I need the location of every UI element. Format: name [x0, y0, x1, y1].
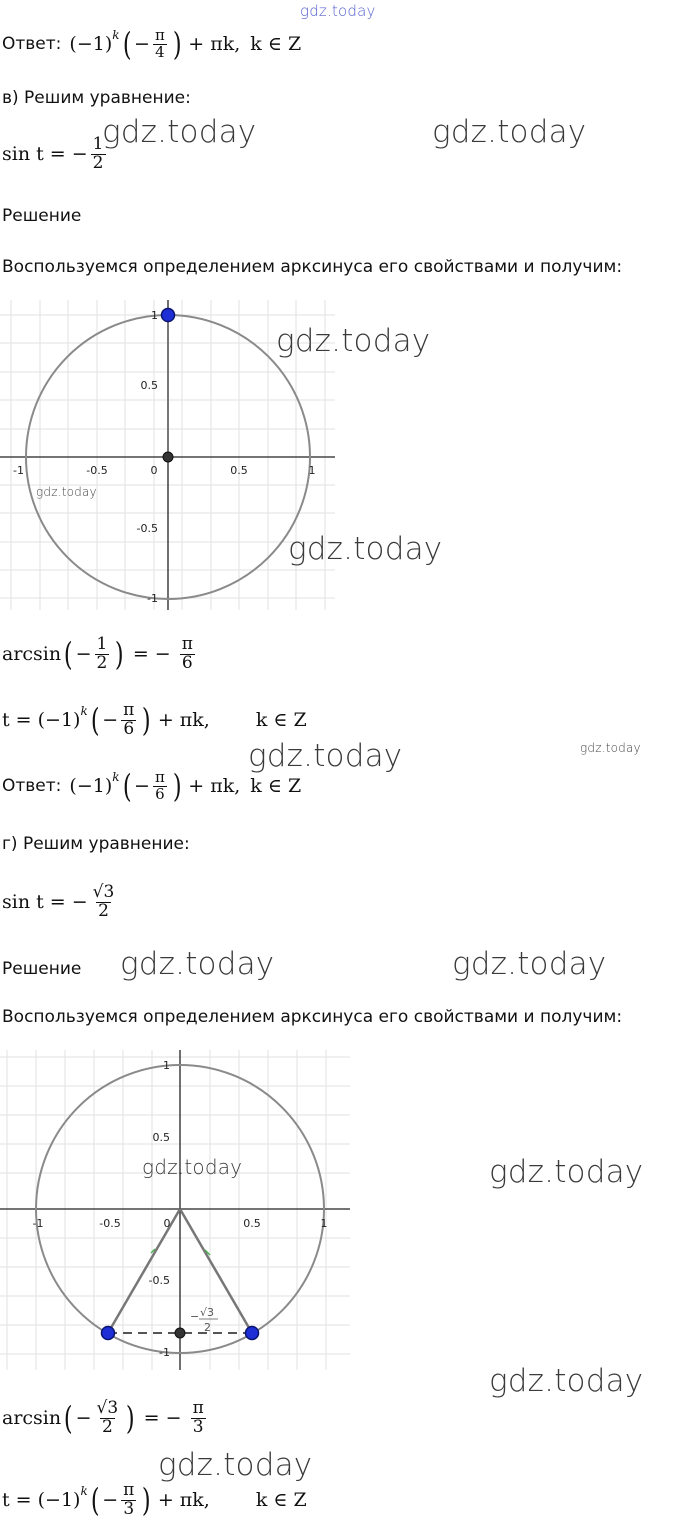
watermark: gdz.today	[142, 1155, 243, 1179]
tick-label-y: -1	[147, 592, 158, 605]
answer-cond: k ∈ Z	[250, 33, 302, 56]
answer-label: Ответ:	[2, 776, 62, 797]
watermark: gdz.today	[158, 1447, 313, 1483]
answer-cond: k ∈ Z	[250, 775, 302, 798]
frac-num: √3	[96, 1398, 119, 1418]
frac-den: 6	[123, 718, 135, 739]
frac-num: π	[154, 768, 165, 786]
unit-circle-graph-2	[0, 1050, 350, 1370]
general-post: + πk,	[157, 709, 210, 732]
tick-label-x: 0	[150, 464, 158, 477]
method-text: Воспользуемся определением арксинуса его свойствами и получим:	[2, 257, 623, 277]
frac-den: 2	[92, 152, 104, 173]
tick-label-x: -0.5	[99, 1217, 121, 1230]
frac-den: 4	[155, 42, 165, 61]
watermark: gdz.today	[120, 946, 275, 982]
watermark: gdz.today	[248, 738, 403, 774]
label-minus: −	[190, 1310, 200, 1323]
tick-label-x: 0.5	[243, 1217, 261, 1230]
point-origin	[163, 452, 173, 462]
tick-label-y: -0.5	[148, 1274, 170, 1287]
arcsin-label: arcsin	[2, 1407, 62, 1430]
frac-den: 2	[96, 652, 108, 673]
arcsin-line-v: arcsin ( − $\frac{1}{2}$ ) = − $\frac{\pi}{6}$	[2, 634, 193, 674]
arcsin-line-g: arcsin ( − $\frac{√3}{2}$ ) = − $\frac{\pi}{3}$	[2, 1398, 204, 1438]
general-sup: k	[80, 704, 88, 719]
frac-num: 1	[92, 134, 104, 154]
frac-num: π	[154, 26, 165, 44]
watermark: gdz.today	[452, 946, 607, 982]
frac-num: π	[123, 700, 135, 720]
point-center	[175, 1328, 185, 1338]
tick-label-x: 0.5	[230, 464, 248, 477]
frac-den: 3	[192, 1416, 204, 1437]
sqrt3-over-2-label	[190, 1306, 218, 1334]
part-v-equation	[2, 136, 109, 173]
part-v-heading: в) Решим уравнение:	[2, 88, 191, 108]
general-lhs: t = (−1)	[2, 1489, 81, 1512]
answer-pre: (−1)	[69, 775, 113, 798]
tick-label-y: -1	[159, 1346, 170, 1359]
point-left	[102, 1327, 115, 1340]
watermark: gdz.today	[300, 2, 376, 20]
general-cond: k ∈ Z	[255, 1489, 307, 1512]
tick-label-x: -0.5	[86, 464, 108, 477]
answer-post: + πk,	[188, 33, 241, 56]
frac-num: π	[181, 634, 193, 654]
general-post: + πk,	[157, 1489, 210, 1512]
tick-label-x: -1	[13, 464, 24, 477]
frac-den: 2	[101, 1416, 113, 1437]
general-sup: k	[80, 1484, 88, 1499]
tick-label-y: 1	[151, 309, 158, 322]
method-text: Воспользуемся определением арксинуса его свойствами и получим:	[2, 1007, 623, 1027]
watermark: gdz.today	[580, 741, 641, 755]
general-solution-g: t = (−1) k ( − $\frac{\pi}{3}$ ) + πk, k ∈ Z	[2, 1480, 307, 1520]
general-cond: k ∈ Z	[255, 709, 307, 732]
frac-den: 3	[123, 1498, 135, 1519]
label-den: 2	[204, 1321, 211, 1334]
part-g-heading: г) Решим уравнение:	[2, 834, 190, 854]
tick-label-y: -0.5	[136, 522, 158, 535]
frac-num: 1	[96, 634, 108, 654]
grid	[0, 1050, 350, 1370]
label-num: √3	[200, 1306, 215, 1319]
answer-pre: (−1)	[69, 33, 113, 56]
frac-den: 6	[155, 784, 165, 803]
answer-sup: k	[112, 770, 120, 785]
watermark: gdz.today	[288, 531, 443, 567]
frac-num: √3	[92, 882, 115, 902]
tick-label-y: 0.5	[152, 1131, 170, 1144]
tick-label-x: 1	[320, 1217, 328, 1230]
frac-den: 2	[98, 900, 109, 921]
general-lhs: t = (−1)	[2, 709, 81, 732]
equation-lhs: sin t = −	[2, 891, 88, 914]
watermark: gdz.today	[102, 114, 257, 150]
answer-a-line: Ответ: (−1) k ( − $\frac{\pi}{4}$ ) + πk, k ∈ Z	[2, 25, 302, 64]
point-right	[246, 1327, 259, 1340]
watermark: gdz.today	[36, 485, 97, 499]
tick-label-x: 0	[163, 1217, 171, 1230]
watermark: gdz.today	[489, 1363, 644, 1399]
point-top	[162, 309, 175, 322]
equation-lhs: sin t = −	[2, 143, 88, 166]
answer-v-line: Ответ: (−1) k ( − $\frac{\pi}{6}$ ) + πk, k ∈ Z	[2, 767, 302, 806]
frac-num: π	[123, 1480, 135, 1500]
general-solution-v: t = (−1) k ( − $\frac{\pi}{6}$ ) + πk, k ∈ Z	[2, 700, 307, 740]
solution-word: Решение	[2, 206, 82, 226]
part-g-equation	[2, 884, 119, 921]
answer-label: Ответ:	[2, 34, 62, 55]
arcsin-label: arcsin	[2, 643, 62, 666]
watermark: gdz.today	[432, 114, 587, 150]
tick-label-y: 1	[163, 1059, 170, 1072]
tick-label-y: 0.5	[140, 379, 158, 392]
tick-label-x: 1	[308, 464, 316, 477]
answer-sup: k	[112, 28, 120, 43]
frac-num: π	[192, 1398, 204, 1418]
solution-word: Решение	[2, 959, 82, 979]
tick-label-x: -1	[32, 1217, 44, 1230]
watermark: gdz.today	[276, 323, 431, 359]
watermark: gdz.today	[489, 1154, 644, 1190]
frac-den: 6	[181, 652, 193, 673]
answer-post: + πk,	[188, 775, 241, 798]
